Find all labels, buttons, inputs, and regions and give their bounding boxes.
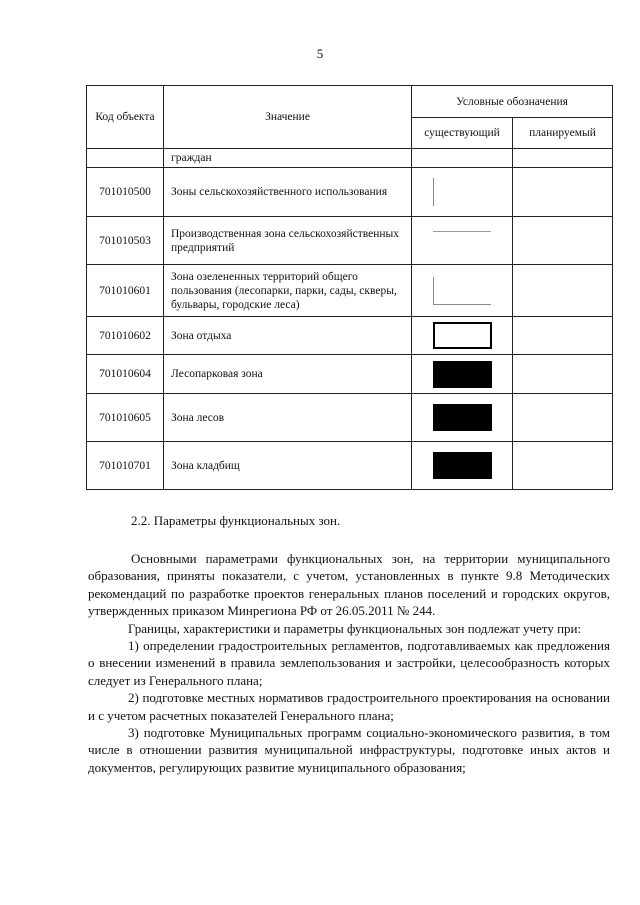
table-cell-value: Зона озелененных территорий общего пользования (лесопарки, парки, сады, скверы, бульвары, городские леса) [164,265,412,317]
header-existing: существующий [412,118,513,149]
header-planned: планируемый [513,118,613,149]
table-cell-planned [513,168,613,217]
table-cell-value: Зона кладбищ [164,442,412,490]
table-cell-symbol [412,394,513,442]
legend-table [86,85,613,490]
table-row [87,217,613,265]
zone-symbol-agricultural [433,178,491,206]
table-row [87,355,613,394]
table-cell-symbol [412,317,513,355]
table-cell-code: 701010604 [87,355,164,394]
table-cell-symbol [412,149,513,168]
paragraph-borders: Границы, характеристики и параметры функциональных зон подлежат учету при: [128,620,582,636]
list-item: 3) подготовке Муниципальных программ социально-экономического развития, в том числе в отношении развития муниципальной инфраструктуры, подготовке иных актов и документов, регулирующих развитие муниципального образования; [88,725,610,775]
table-cell-planned [513,394,613,442]
table-cell-code: 701010605 [87,394,164,442]
page-number: 5 [316,46,324,61]
zone-symbol-forests [433,404,492,431]
list-item: 2) подготовке местных нормативов градостроительного проектирования на основании и с учетом расчетных показателей Генерального плана; [88,690,610,723]
table-cell-value: Зоны сельскохозяйственного использования [164,168,412,217]
zone-symbol-production [433,231,491,251]
table-cell-value: граждан [164,149,412,168]
table-row [87,394,613,442]
list-item: 1) определении градостроительных регламентов, подготавливаемых как предложения о внесении изменений в правила землепользования и застройки, целесообразность которых следует из Генерального плана; [88,638,610,688]
table-row-continuation [87,149,613,168]
table-row [87,317,613,355]
table-cell-symbol [412,265,513,317]
table-cell-code: 701010500 [87,168,164,217]
table-cell-code: 701010503 [87,217,164,265]
table-cell-symbol [412,442,513,490]
table-cell-planned [513,317,613,355]
table-cell-planned [513,217,613,265]
zone-symbol-green-areas [433,277,491,305]
section-body [88,550,610,776]
header-value: Значение [164,86,412,149]
table-cell-planned [513,442,613,490]
table-cell-code: 701010601 [87,265,164,317]
zone-symbol-cemeteries [433,452,492,479]
header-symbols: Условные обозначения [412,86,613,118]
table-cell-value: Производственная зона сельскохозяйственных предприятий [164,217,412,265]
paragraph-parameters: Основными параметрами функциональных зон, на территории муниципального образования, приняты показатели, с учетом, установленных в пункте 9.8 Методических рекомендаций по разработке проектов генеральных планов поселений и городских округов, утвержденных приказом Минрегиона РФ от 26.05.2011 № 244. [88,551,610,619]
table-cell-code: 701010701 [87,442,164,490]
table-row [87,442,613,490]
table-cell-value: Зона лесов [164,394,412,442]
table-cell-value: Лесопарковая зона [164,355,412,394]
table-cell-code: 701010602 [87,317,164,355]
header-code: Код объекта [87,86,164,149]
table-cell-code [87,149,164,168]
table-row [87,265,613,317]
table-cell-value: Зона отдыха [164,317,412,355]
table-cell-planned [513,265,613,317]
zone-symbol-recreation [433,322,492,349]
table-cell-symbol [412,168,513,217]
table-cell-symbol [412,217,513,265]
zone-symbol-forest-park [433,361,492,388]
table-cell-planned [513,355,613,394]
table-row [87,168,613,217]
table-cell-symbol [412,355,513,394]
section-title: 2.2. Параметры функциональных зон. [131,513,341,528]
table-cell-planned [513,149,613,168]
